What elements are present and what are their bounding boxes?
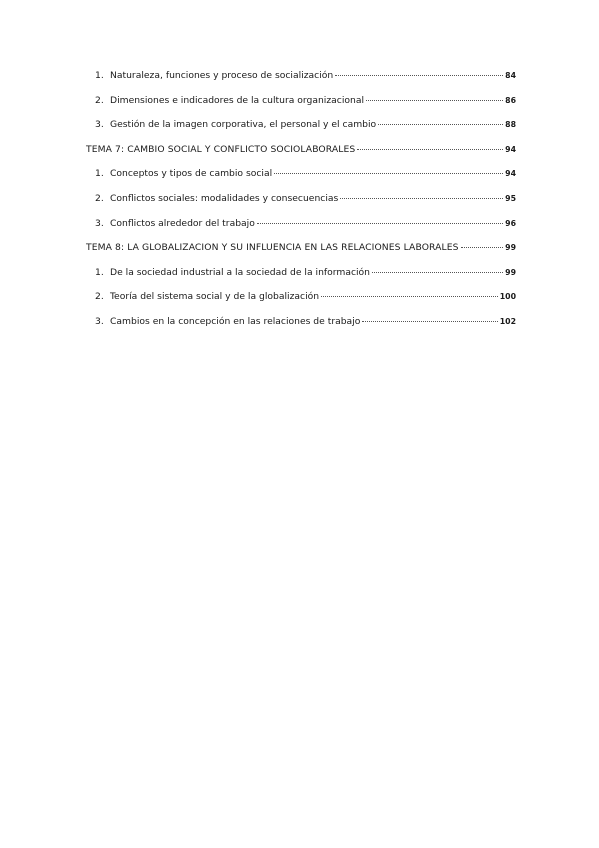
toc-entry-number: 3. — [95, 217, 104, 229]
dot-leader — [357, 149, 503, 150]
toc-chapter-title: TEMA 8: LA GLOBALIZACION Y SU INFLUENCIA EN LAS RELACIONES LABORALES — [86, 242, 459, 254]
dot-leader — [274, 173, 503, 174]
toc-entry-title: Cambios en la concepción en las relaciones de trabajo — [110, 315, 361, 327]
toc-entry[interactable] — [86, 218, 516, 243]
dot-leader — [366, 100, 503, 101]
dot-leader — [321, 296, 498, 297]
toc-entry-number: 2. — [95, 291, 104, 303]
dot-leader — [335, 75, 503, 76]
toc-entry-title: Dimensiones e indicadores de la cultura organizacional — [110, 94, 365, 106]
dot-leader — [362, 321, 497, 322]
toc-entry-page: 84 — [505, 71, 516, 80]
toc-entry-page: 95 — [505, 193, 516, 203]
toc-entry-title: Conflictos alrededor del trabajo — [110, 217, 255, 229]
toc-entry-page: 94 — [505, 144, 516, 154]
toc-entry[interactable] — [86, 316, 516, 341]
toc-entry-page: 94 — [505, 169, 516, 179]
toc-entry-number: 3. — [95, 315, 104, 327]
toc-entry[interactable] — [86, 168, 516, 193]
toc-entry[interactable] — [86, 70, 516, 95]
dot-leader — [378, 124, 503, 125]
toc-chapter-heading[interactable] — [86, 144, 516, 169]
table-of-contents — [86, 70, 516, 341]
toc-entry-title: Teoría del sistema social y de la globalización — [110, 291, 320, 303]
toc-chapter-heading[interactable] — [86, 242, 516, 267]
toc-entry-number: 1. — [95, 70, 104, 81]
toc-entry[interactable] — [86, 95, 516, 120]
toc-entry-page: 99 — [505, 243, 516, 253]
toc-entry-title: Conflictos sociales: modalidades y consecuencias — [110, 192, 339, 204]
dot-leader — [461, 247, 504, 248]
toc-entry-page: 88 — [505, 120, 516, 130]
toc-entry-number: 1. — [95, 168, 104, 180]
toc-entry-page: 102 — [499, 316, 516, 326]
toc-entry-number: 1. — [95, 266, 104, 278]
toc-entry-title: Naturaleza, funciones y proceso de socialización — [110, 70, 334, 81]
toc-chapter-title: TEMA 7: CAMBIO SOCIAL Y CONFLICTO SOCIOLABORALES — [86, 143, 356, 155]
toc-entry[interactable] — [86, 193, 516, 218]
toc-entry-title: Gestión de la imagen corporativa, el personal y el cambio — [110, 119, 377, 131]
dot-leader — [257, 223, 503, 224]
toc-entry-title: Conceptos y tipos de cambio social — [110, 168, 273, 180]
toc-entry-number: 2. — [95, 94, 104, 106]
toc-entry[interactable] — [86, 267, 516, 292]
toc-entry-page: 86 — [505, 95, 516, 105]
dot-leader — [340, 198, 503, 199]
toc-entry-title: De la sociedad industrial a la sociedad de la información — [110, 266, 370, 278]
toc-entry-page: 96 — [505, 218, 516, 228]
dot-leader — [372, 272, 503, 273]
toc-entry-number: 2. — [95, 192, 104, 204]
toc-entry[interactable] — [86, 119, 516, 144]
toc-entry-number: 3. — [95, 119, 104, 131]
toc-entry[interactable] — [86, 291, 516, 316]
toc-entry-page: 99 — [505, 267, 516, 277]
toc-entry-page: 100 — [499, 292, 516, 302]
